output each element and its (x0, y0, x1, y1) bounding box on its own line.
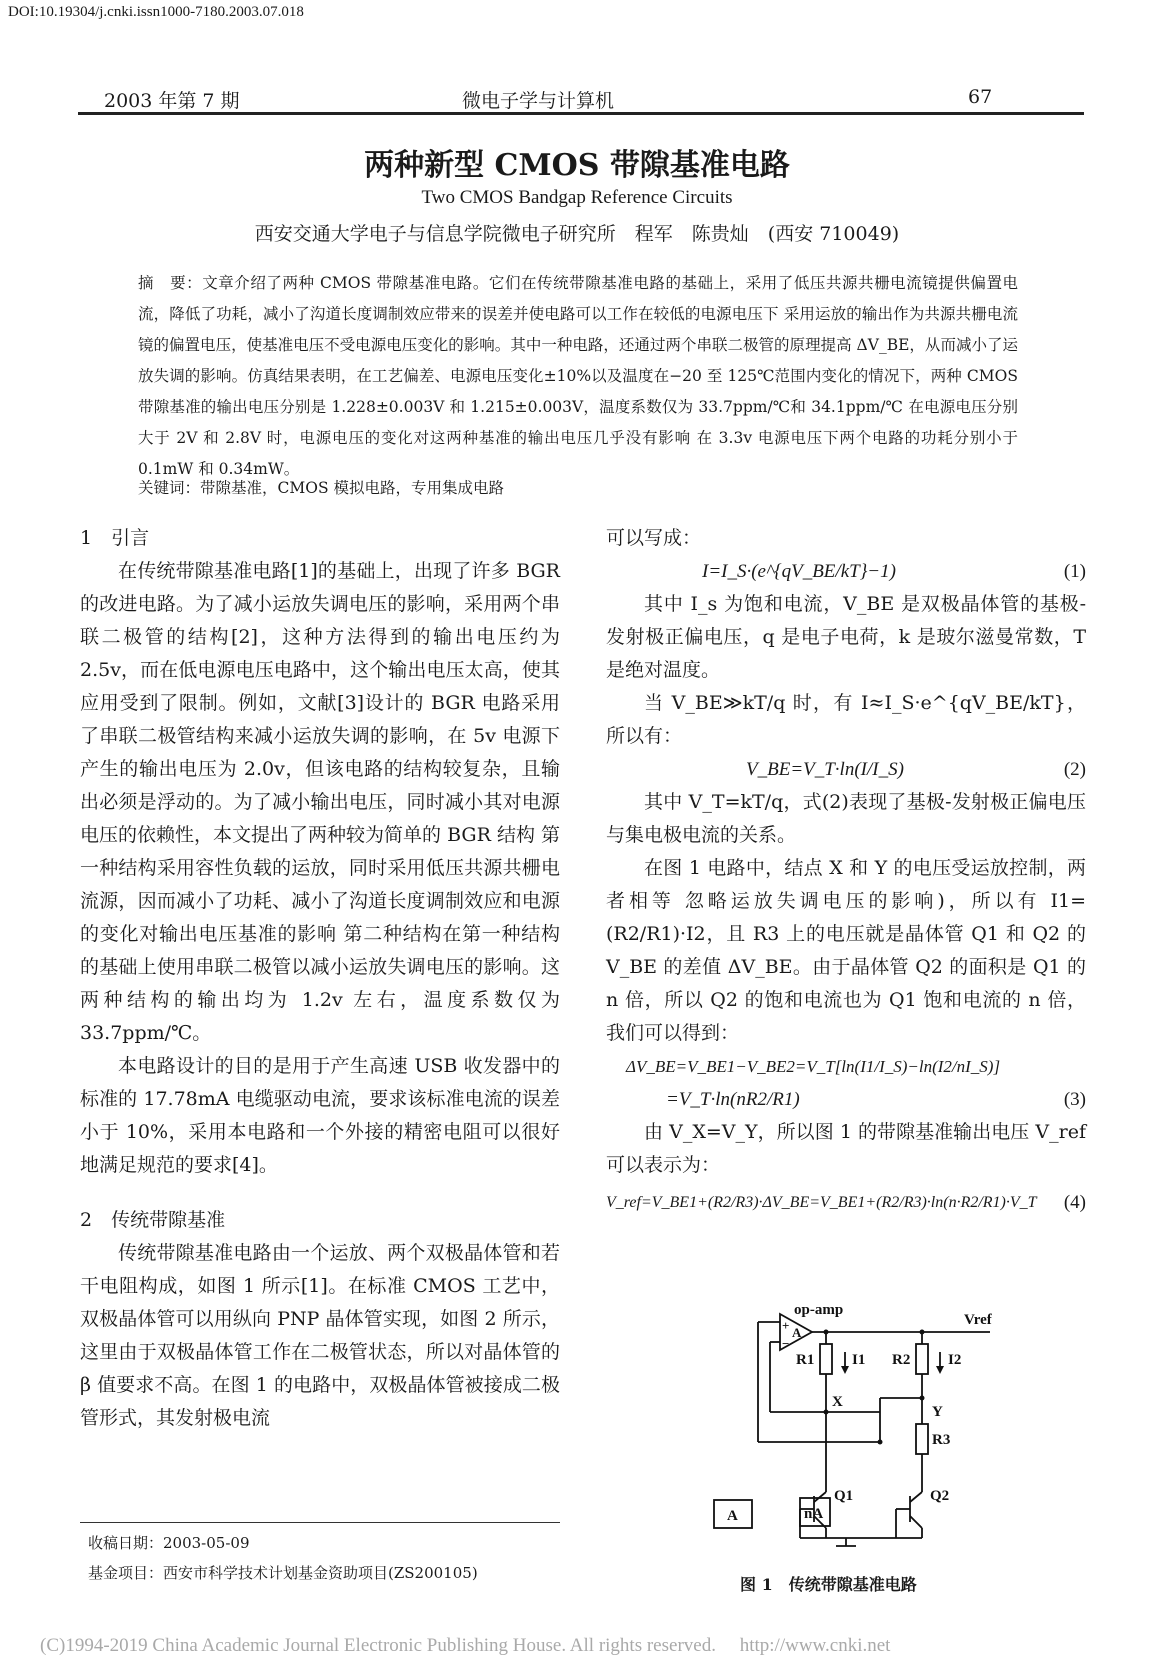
area-na-label: nA (804, 1506, 824, 1522)
paragraph: 在传统带隙基准电路[1]的基础上，出现了许多 BGR 的改进电路。为了减小运放失调电压的影响，采用两个串联二极管的结构[2]，这种方法得到的输出电压约为 2.5v，而在低电源电压电路中，这个输出电压太高，使其应用受到了限制。例如，文献[3]设计的 BGR 电路采用了串联二极管结构来减小运放失调的影响，在 5v 电源下产生的输出电压为 2.0v，但该电路的结构较复杂，且输出必须是浮动的。为了减小输出电压，同时减小其对电源电压的依赖性，本文提出了两种较为简单的 BGR 结构 第一种结构采用容性负载的运放，同时采用低压共源共栅电流源，因而减小了功耗、减小了沟道长度调制效应和电源的变化对输出电压基准的影响 第二种结构在第一种结构的基础上使用串联二极管以减小运放失调电压的影响。这两种结构的输出均为 1.2v 左右，温度系数仅为 33.7ppm/℃。 (80, 560, 560, 1044)
paragraph: 其中 V_T=kT/q，式(2)表现了基极-发射极正偏电压与集电极电流的关系。 (606, 791, 1086, 846)
equation-number: (1) (1063, 561, 1086, 582)
paragraph: 由 V_X=V_Y，所以图 1 的带隙基准输出电压 V_ref 可以表示为： (606, 1121, 1086, 1176)
figure-caption: 图 1 传统带隙基准电路 (740, 1575, 917, 1594)
r1-label: R1 (796, 1352, 815, 1368)
doi-line: DOI:10.19304/j.cnki.issn1000-7180.2003.07.018 (8, 4, 304, 20)
header-rule (78, 112, 1084, 115)
opamp-gain-label: A (792, 1325, 802, 1340)
r3-label: R3 (932, 1432, 951, 1448)
footnote-rule (80, 1522, 560, 1523)
equation: =V_T·ln(nR2/R1) (666, 1089, 800, 1110)
r2-label: R2 (892, 1352, 911, 1368)
left-column (80, 522, 560, 1435)
keywords: 关键词：带隙基准，CMOS 模拟电路，专用集成电路 (138, 479, 504, 497)
section-heading: 2 传统带隙基准 (80, 1209, 226, 1231)
english-title: Two CMOS Bandgap Reference Circuits (421, 187, 733, 208)
plus-label: + (782, 1318, 790, 1333)
equation-row (606, 555, 1086, 588)
opamp-label: op-amp (794, 1302, 844, 1318)
q1-label: Q1 (834, 1488, 854, 1504)
area-a-label: A (727, 1508, 738, 1524)
equation-number: (4) (1063, 1192, 1086, 1213)
i1-label: I1 (852, 1352, 866, 1368)
equation-number: (3) (1063, 1089, 1086, 1110)
equation: I=I_S·(e^{qV_BE/kT}−1) (702, 561, 896, 582)
node-x-label: X (832, 1394, 843, 1410)
funding-note: 基金项目：西安市科学技术计划基金资助项目(ZS200105) (88, 1564, 478, 1582)
current-arrow-icon (936, 1366, 944, 1374)
paragraph: 本电路设计的目的是用于产生高速 USB 收发器中的标准的 17.78mA 电缆驱动电流，要求该标准电流的误差小于 10%，采用本电路和一个外接的精密电阻可以很好地满足规范的要求[4]。 (80, 1055, 560, 1176)
equation: ΔV_BE=V_BE1−V_BE2=V_T[ln(I1/I_S)−ln(I2/nI_S)] (626, 1057, 1001, 1076)
vref-label: Vref (964, 1312, 992, 1328)
paragraph: 可以写成： (606, 527, 702, 549)
page-title: 两种新型 CMOS 带隙基准电路 (364, 148, 790, 183)
minus-label: − (782, 1336, 790, 1351)
paragraph: 传统带隙基准电路由一个运放、两个双极晶体管和若干电阻构成，如图 1 所示[1]。在标准 CMOS 工艺中，双极晶体管可以用纵向 PNP 晶体管实现，如图 2 所示，这里由于双极晶体管工作在二极管状态，所以对晶体管的 β 值要求不高。在图 1 的电路中，双极晶体管被接成二极管形式，其发射极电流 (80, 1242, 560, 1429)
current-arrow-icon (841, 1366, 849, 1374)
abstract-text: 摘 要：文章介绍了两种 CMOS 带隙基准电路。它们在传统带隙基准电路的基础上，采用了低压共源共栅电流镜提供偏置电流，降低了功耗，减小了沟道长度调制效应带来的误差并使电路可以工作在较低的电源电压下 采用运放的输出作为共源共栅电流镜的偏置电压，使基准电压不受电源电压变化的影响。其中一种电路，还通过两个串联二极管的原理提高 ΔV_BE，从而减小了运放失调的影响。仿真结果表明，在工艺偏差、电源电压变化±10%以及温度在−20 至 125℃范围内变化的情况下，两种 CMOS 带隙基准的输出电压分别是 1.228±0.003V 和 1.215±0.003V，温度系数仅为 33.7ppm/℃和 34.1ppm/℃ 在电源电压分别大于 2V 和 2.8V 时，电源电压的变化对这两种基准的输出电压几乎没有影响 在 3.3v 电源电压下两个电路的功耗分别小于 0.1mW 和 0.34mW。 (138, 274, 1018, 478)
circuit-diagram (700, 1302, 1000, 1552)
affiliation: 西安交通大学电子与信息学院微电子研究所 程军 陈贵灿 (西安 710049) (254, 223, 900, 245)
node-y-label: Y (932, 1404, 943, 1420)
journal-header: 微电子学与计算机 (462, 90, 615, 112)
equation-row (606, 1182, 1086, 1222)
equation-number: (2) (1063, 759, 1086, 780)
equation: V_BE=V_T·ln(I/I_S) (746, 759, 904, 780)
received-date: 收稿日期：2003-05-09 (88, 1534, 250, 1552)
page-number: 67 (968, 86, 993, 108)
abstract (138, 268, 1018, 485)
paragraph: 在图 1 电路中，结点 X 和 Y 的电压受运放控制，两者相等 忽略运放失调电压的影响)，所以有 I1=(R2/R1)·I2，且 R3 上的电压就是晶体管 Q1 和 Q2 的 V_BE 的差值 ΔV_BE。由于晶体管 Q2 的面积是 Q1 的 n 倍，所以 Q2 的饱和电流也为 Q1 饱和电流的 n 倍，我们可以得到： (606, 857, 1086, 1044)
paragraph: 当 V_BE≫kT/q 时，有 I≈I_S·e^{qV_BE/kT}，所以有： (606, 692, 1086, 747)
equation-row (606, 1050, 1086, 1083)
section-heading: 1 引言 (80, 527, 150, 549)
equation-row (606, 753, 1086, 786)
paragraph: 其中 I_s 为饱和电流，V_BE 是双极晶体管的基极-发射极正偏电压，q 是电子电荷，k 是玻尔滋曼常数，T 是绝对温度。 (606, 593, 1086, 681)
q2-label: Q2 (930, 1488, 950, 1504)
right-column (606, 522, 1086, 1222)
copyright-watermark: (C)1994-2019 China Academic Journal Electronic Publishing House. All rights reserved. http://www.cnki.net (40, 1635, 891, 1656)
equation: V_ref=V_BE1+(R2/R3)·ΔV_BE=V_BE1+(R2/R3)·ln(n·R2/R1)·V_T (606, 1194, 1037, 1211)
equation-row (606, 1083, 1086, 1116)
issue-header: 2003 年第 7 期 (104, 90, 240, 112)
i2-label: I2 (948, 1352, 962, 1368)
